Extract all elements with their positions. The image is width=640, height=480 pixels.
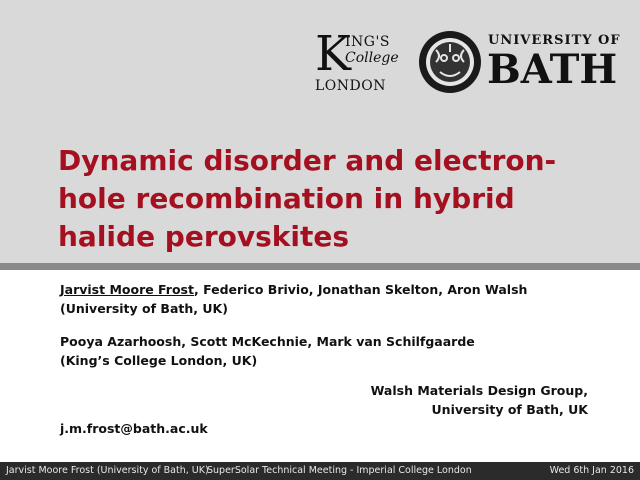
contact-email: j.m.frost@bath.ac.uk [60,421,208,436]
main-author: Jarvist Moore Frost [60,282,194,297]
co-authors-1: , Federico Brivio, Jonathan Skelton, Aron Walsh [193,282,528,297]
bath-seal-icon [418,30,482,94]
footer-date: Wed 6th Jan 2016 [549,465,634,476]
kings-logo-line1: ING'S [345,34,390,50]
research-group [340,381,588,419]
slide-title: Dynamic disorder and electron-hole recombination in hybrid halide perovskites [58,144,557,253]
kings-college-logo [315,26,403,94]
kings-logo-line3: LONDON [315,78,386,94]
group-line-1: Walsh Materials Design Group, [370,383,588,398]
kings-logo-initial: K [315,26,351,82]
author-line-1 [60,280,600,299]
co-authors-2: Pooya Azarhoosh, Scott McKechnie, Mark van Schilfgaarde [60,334,475,349]
footer-bar [0,462,640,480]
kings-logo-line2: College [345,50,399,66]
affiliation-2: (King’s College London, UK) [60,353,258,368]
footer-event: SuperSolar Technical Meeting - Imperial College London [207,465,472,476]
author-block [60,280,600,370]
footer-author: Jarvist Moore Frost (University of Bath, UK) [6,465,209,476]
header-divider [0,263,640,270]
affiliation-1: (University of Bath, UK) [60,301,228,316]
group-line-2: University of Bath, UK [431,402,588,417]
bath-logo-line2: BATH [487,46,618,93]
bath-logo-line1: UNIVERSITY OF [488,33,621,48]
